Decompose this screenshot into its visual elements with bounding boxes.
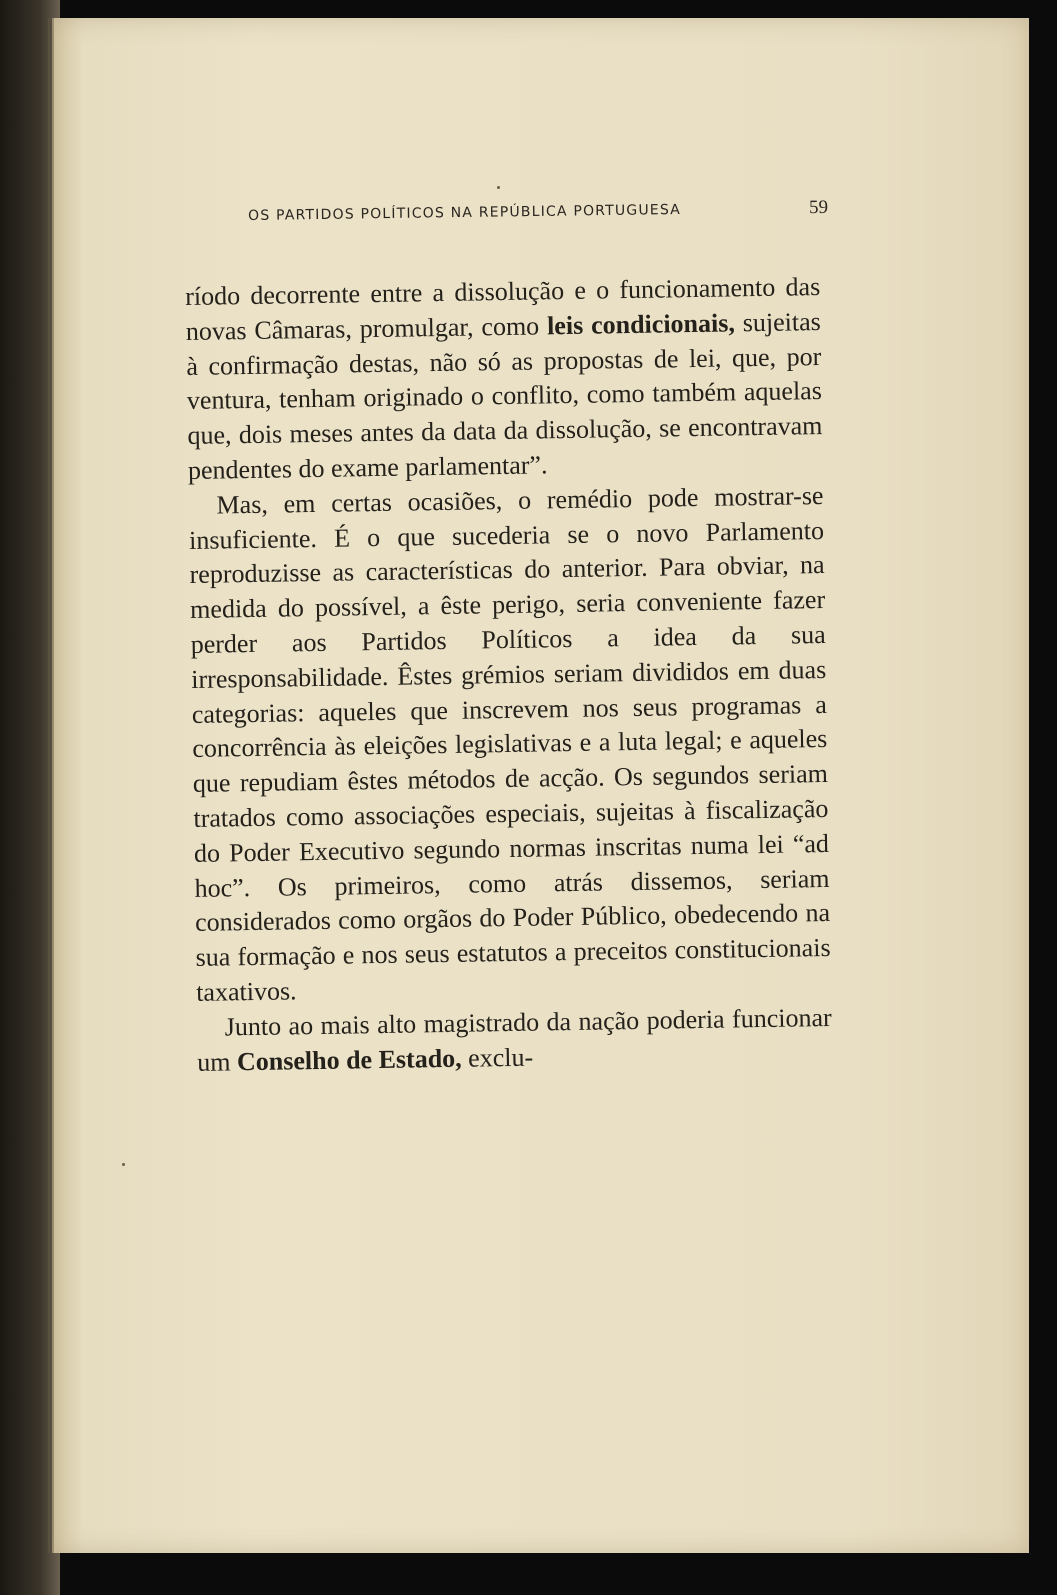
text-span: exclu- — [461, 1042, 534, 1073]
paragraph-2 — [188, 479, 831, 1011]
bold-term: leis condicionais, — [546, 308, 736, 341]
book-gutter — [48, 18, 50, 1553]
text-span: ríodo decorrente entre a dissolução e o funcionamento das novas Câmaras, promulgar, como — [185, 272, 821, 346]
text-span: Junto ao mais alto magistrado da nação poderia funcionar um — [197, 1002, 832, 1077]
text-span: Mas, em certas ocasiões, o remédio pode mostrar-se insuficiente. É o que sucederia se o novo Parlamento reproduzisse as características do anterior. Para obviar, na medida do possível, a êste perigo, seria conveniente fazer perder aos Partidos Políticos a idea da sua irresponsabilidade. Êstes grémios seriam divididos em duas categorias: aqueles que inscrevem nos seus programas a concorrência às eleições legislativas e a luta legal; e aqueles que repudiam êstes métodos de acção. Os segundos seriam tratados como associações especiais, sujeitas à fiscalização do Poder Executivo segundo normas inscritas numa lei “ad hoc”. Os primeiros, como atrás dissemos, seriam considerados como orgãos do Poder Público, obedecendo na sua formação e nos seus estatutos a preceitos constitucionais taxativos. — [188, 480, 831, 1007]
running-title: OS PARTIDOS POLÍTICOS NA REPÚBLICA PORTUGUESA — [248, 201, 682, 224]
bold-term: Conselho de Estado, — [236, 1043, 462, 1076]
paragraph-1 — [185, 270, 823, 489]
page-number: 59 — [808, 196, 829, 219]
paragraph-3 — [196, 1001, 832, 1081]
paper-speck — [122, 1163, 125, 1166]
text-span: sujeitas à confirmação destas, não só as propostas de lei, que, por ventura, tenham originado o conflito, como também aquelas que, dois meses antes da data da dissolução, se encontravam pendentes do exame parlamentar”. — [186, 306, 823, 485]
paper-speck — [497, 186, 500, 189]
body-text — [185, 270, 832, 1080]
scan-border-left — [0, 0, 60, 1595]
